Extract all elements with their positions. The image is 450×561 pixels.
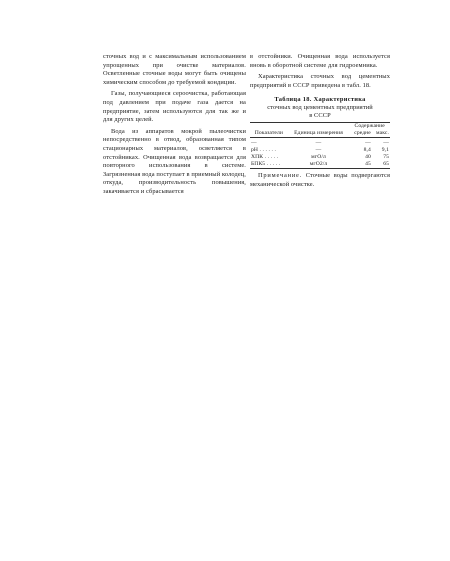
table-cell: мгО/л [311, 154, 326, 161]
paragraph-1: сточных вод и с максимальным использованием упрощенных при очистке материалов. Осветленные сточные воды могут быть очищены химическим способом до требуемой кондиции. [103, 53, 246, 86]
table-header-max: макс. [372, 130, 390, 138]
table-cell: 9,1 [381, 147, 389, 154]
table-header-indicator: Показатели [250, 130, 288, 138]
paragraph-4: в отстойники. Очищенная вода используется вновь в оборотной системе для гидроемника. [250, 53, 390, 69]
table-header-unit: Единица измерения [288, 130, 350, 138]
table-title-line-2: сточных вод цементных предприятий [267, 104, 373, 112]
wastewater-table [250, 122, 390, 169]
table-row [250, 147, 390, 154]
table-cell: 8,4 [363, 147, 371, 154]
note-text: Сточные воды подвергаются механической очистке. [250, 172, 390, 188]
table-row [250, 138, 390, 148]
table-cell: — [315, 147, 322, 154]
table-title-line-1: Таблица 18. Характеристика [274, 96, 366, 104]
table-cell: — [383, 140, 389, 147]
table-cell: 65 [372, 161, 390, 169]
paragraph-3: Вода из аппаратов мокрой пылеочистки непосредственно в отвод, образованная типом стационарных материалов, осветляется в отстойниках. Очищенная вода возвращается для повторного использования в системе. Загрязненная вода поступает в приемный колодец, откуда, производительность повышения, закачивается и сбрасывается [103, 127, 246, 195]
table-cell: ХПК . . . . . [251, 154, 279, 161]
table-cell: — [365, 140, 371, 147]
paragraph-5: Характеристика сточных вод цементных предприятий в СССР приведена в табл. 18. [250, 73, 390, 89]
table-group-header: Содержание [349, 123, 390, 131]
right-text-column [250, 53, 390, 190]
table-cell: БПК5 . . . . . [250, 161, 288, 169]
paragraph-2: Газы, получающиеся сероочистка, работающая под давлением при подаче газа дается на предприятие, затем используются для так же и для других целей. [103, 90, 246, 124]
table-note [250, 172, 390, 189]
table-header-average: средне [349, 130, 372, 138]
left-text-column [103, 53, 246, 197]
table-row [250, 154, 390, 161]
table-row [250, 161, 390, 169]
table-cell: 45 [349, 161, 372, 169]
table-cell: — [251, 140, 257, 147]
note-label: Примечание. [258, 172, 303, 180]
table-title-line-3: в СССР [309, 112, 331, 120]
table-cell: pH . . . . . . [251, 147, 277, 154]
table-title [250, 96, 390, 120]
table-cell: 75 [383, 154, 389, 161]
table-cell: — [315, 140, 322, 147]
table-cell: мгО2/л [288, 161, 350, 169]
table-cell: 40 [365, 154, 371, 161]
